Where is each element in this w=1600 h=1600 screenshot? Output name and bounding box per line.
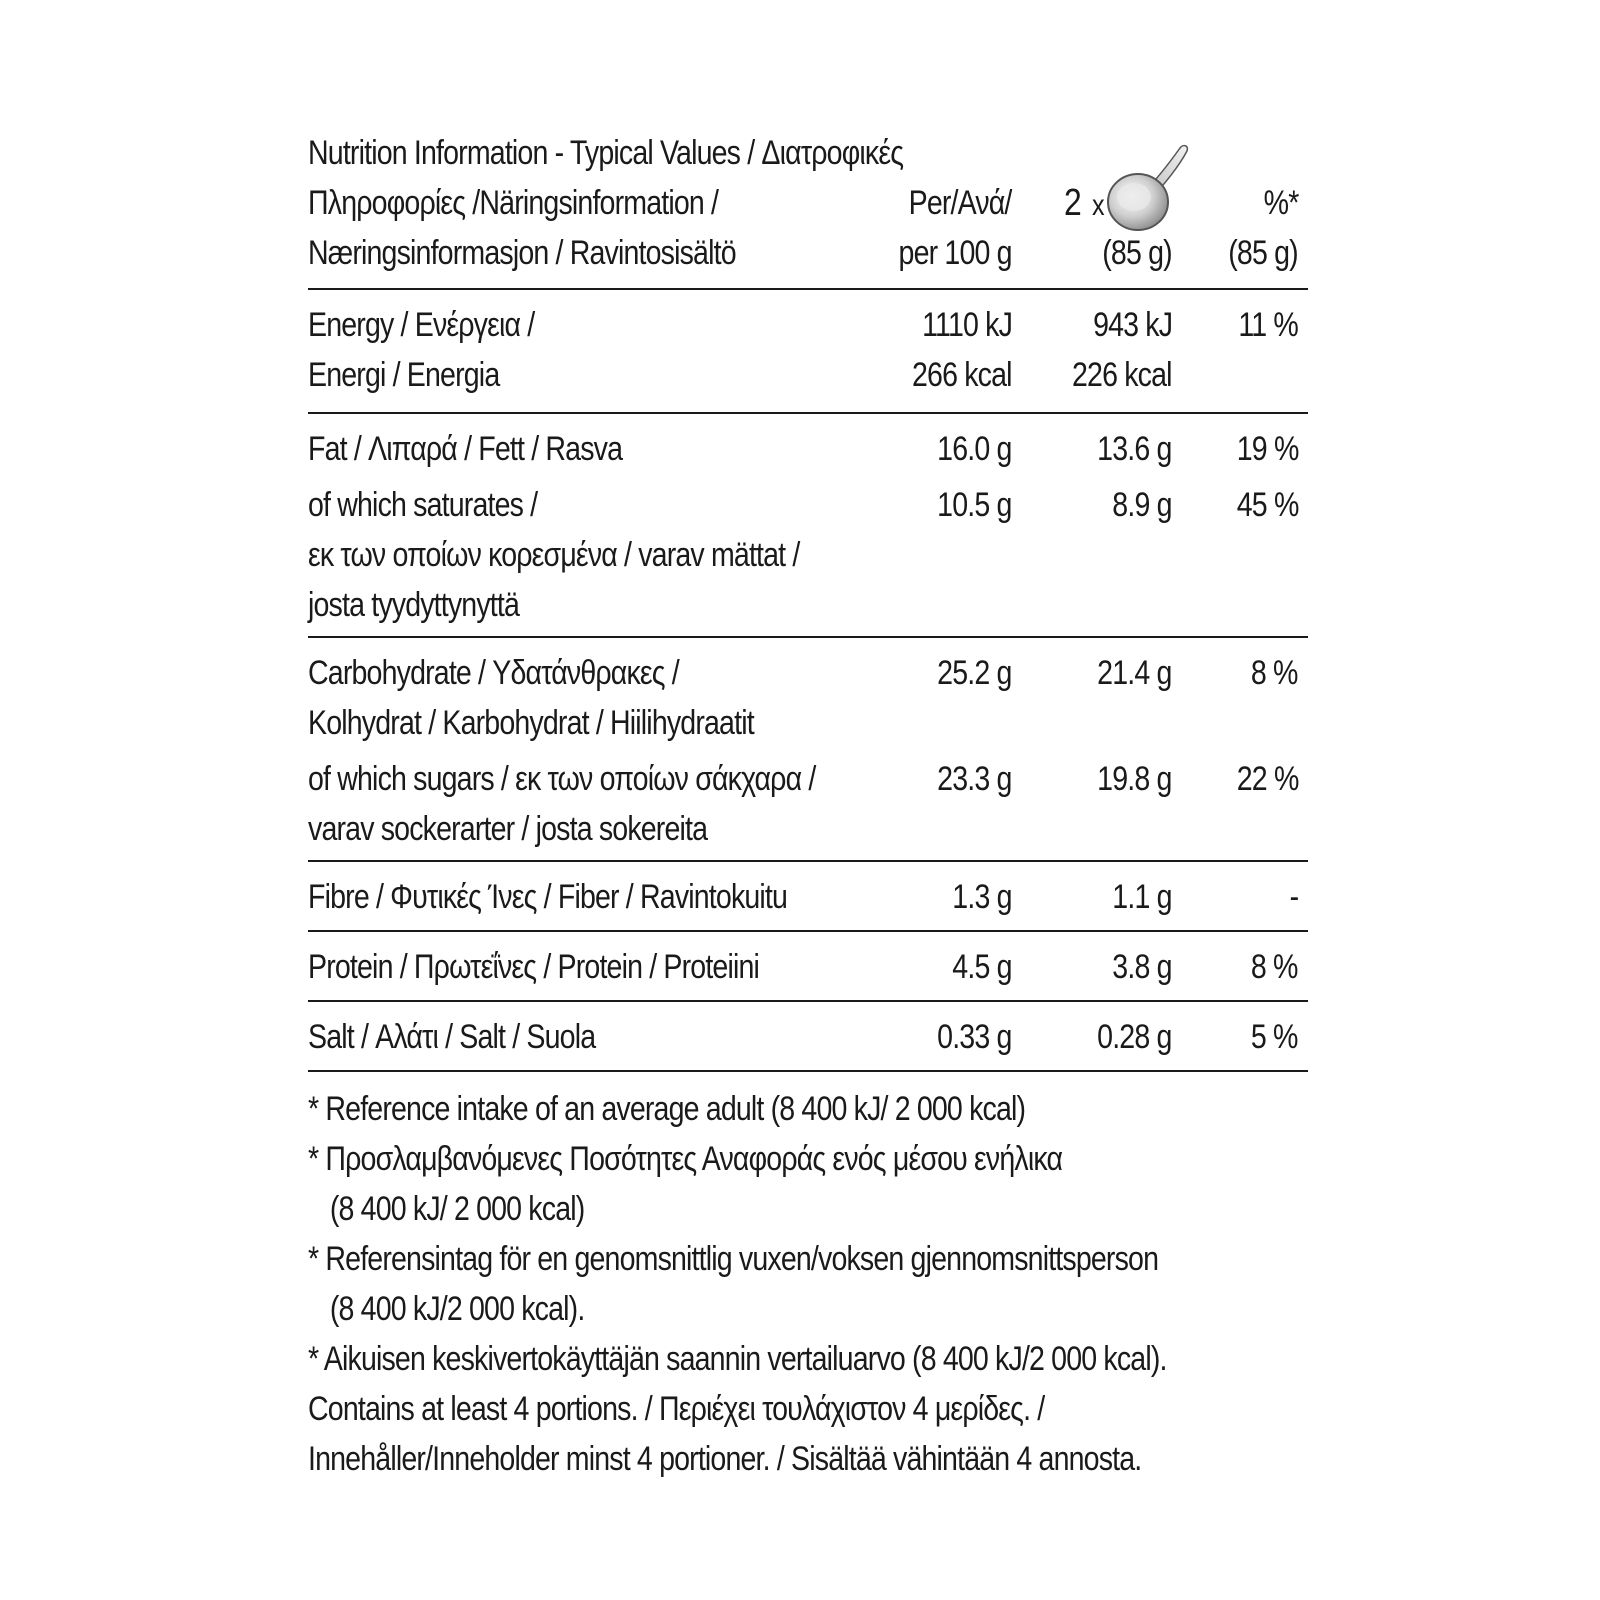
footnote-sv-no-cont: (8 400 kJ/2 000 kcal).	[329, 1290, 585, 1328]
col-per100-header: Per/Ανά/	[909, 184, 1012, 222]
ri-value: -	[1289, 878, 1298, 916]
ri-value: 11 %	[1238, 306, 1298, 344]
footnotes	[308, 1072, 1308, 1484]
serving-value: 19.8 g	[1097, 760, 1172, 798]
ri-value: 45 %	[1236, 486, 1298, 524]
fat-row	[308, 424, 1308, 474]
per100-value: 0.33 g	[937, 1018, 1012, 1056]
serving-value: 0.28 g	[1097, 1018, 1172, 1056]
row-label: Fat / Λιπαρά / Fett / Rasva	[308, 430, 623, 468]
per100-value: 10.5 g	[937, 486, 1012, 524]
row-label: Salt / Αλάτι / Salt / Suola	[308, 1018, 596, 1056]
col-serving-header-unit: (85 g)	[1102, 234, 1172, 272]
serving-value: 21.4 g	[1097, 654, 1172, 692]
ri-value: 8 %	[1251, 948, 1298, 986]
ri-value: 19 %	[1236, 430, 1298, 468]
protein-row	[308, 942, 1308, 992]
serving-value: 226 kcal	[1072, 356, 1172, 394]
row-label: Protein / Πρωτεΐνες / Protein / Proteiini	[308, 948, 760, 986]
per100-value: 25.2 g	[937, 654, 1012, 692]
col-ri-header-unit: (85 g)	[1228, 234, 1298, 272]
carbohydrate-section	[308, 636, 1308, 860]
row-label: josta tyydyttynyttä	[308, 586, 520, 624]
per100-value: 16.0 g	[937, 430, 1012, 468]
title-line: Næringsinformasjon / Ravintosisältö	[308, 234, 736, 272]
title-line: Nutrition Information - Typical Values / Διατροφικές	[308, 134, 904, 172]
energy-row	[308, 300, 1308, 400]
energy-section	[308, 288, 1308, 412]
per100-value: 23.3 g	[937, 760, 1012, 798]
portions-note-cont: Innehåller/Inneholder minst 4 portioner. / Sisältää vähintään 4 annosta.	[308, 1440, 1142, 1478]
row-label: varav sockerarter / josta sokereita	[308, 810, 708, 848]
row-label: Energi / Energia	[308, 356, 500, 394]
col-ri-header: %*	[1263, 184, 1298, 222]
per100-value: 4.5 g	[952, 948, 1012, 986]
footnote-fi: * Aikuisen keskivertokäyttäjän saannin vertailuarvo (8 400 kJ/2 000 kcal).	[308, 1340, 1167, 1378]
row-label: of which saturates /	[308, 486, 538, 524]
protein-section	[308, 930, 1308, 1000]
title-line: Πληροφορίες /Näringsinformation /	[308, 184, 719, 222]
ri-value: 5 %	[1251, 1018, 1298, 1056]
row-label: Energy / Ενέργεια /	[308, 306, 535, 344]
serving-count: 2	[1064, 182, 1082, 224]
fibre-section	[308, 860, 1308, 930]
col-per100-header-unit: per 100 g	[898, 234, 1012, 272]
serving-value: 3.8 g	[1112, 948, 1172, 986]
per100-value: 1110 kJ	[922, 306, 1012, 344]
sugars-row	[308, 754, 1308, 854]
carbohydrate-row	[308, 648, 1308, 748]
fibre-row	[308, 872, 1308, 922]
row-label: Fibre / Φυτικές Ίνες / Fiber / Ravintokuitu	[308, 878, 788, 916]
salt-section	[308, 1000, 1308, 1070]
ri-value: 8 %	[1251, 654, 1298, 692]
footnote-sv-no: * Referensintag för en genomsnittlig vuxen/voksen gjennomsnittsperson	[308, 1240, 1159, 1278]
portions-note: Contains at least 4 portions. / Περιέχει τουλάχιστον 4 μερίδες. /	[308, 1390, 1045, 1428]
row-label: Kolhydrat / Karbohydrat / Hiilihydraatit	[308, 704, 754, 742]
serving-value: 13.6 g	[1097, 430, 1172, 468]
nutrition-panel	[308, 128, 1308, 1484]
serving-value: 1.1 g	[1112, 878, 1172, 916]
table-header	[308, 128, 1308, 288]
row-label: Carbohydrate / Υδατάνθρακες /	[308, 654, 679, 692]
salt-row	[308, 1012, 1308, 1062]
per100-value: 1.3 g	[952, 878, 1012, 916]
table-title	[308, 128, 1348, 278]
footnote-el-cont: (8 400 kJ/ 2 000 kcal)	[329, 1190, 585, 1228]
footnote-en: * Reference intake of an average adult (8 400 kJ/ 2 000 kcal)	[308, 1090, 1026, 1128]
saturates-row	[308, 480, 1308, 630]
fat-section	[308, 412, 1308, 636]
row-label: εκ των οποίων κορεσμένα / varav mättat /	[308, 536, 800, 574]
serving-value: 8.9 g	[1112, 486, 1172, 524]
footnote-el: * Προσλαμβανόμενες Ποσότητες Αναφοράς ενός μέσου ενήλικα	[308, 1140, 1063, 1178]
row-label: of which sugars / εκ των οποίων σάκχαρα /	[308, 760, 816, 798]
serving-times: x	[1092, 189, 1105, 222]
ri-value: 22 %	[1236, 760, 1298, 798]
per100-value: 266 kcal	[912, 356, 1012, 394]
serving-value: 943 kJ	[1092, 306, 1172, 344]
